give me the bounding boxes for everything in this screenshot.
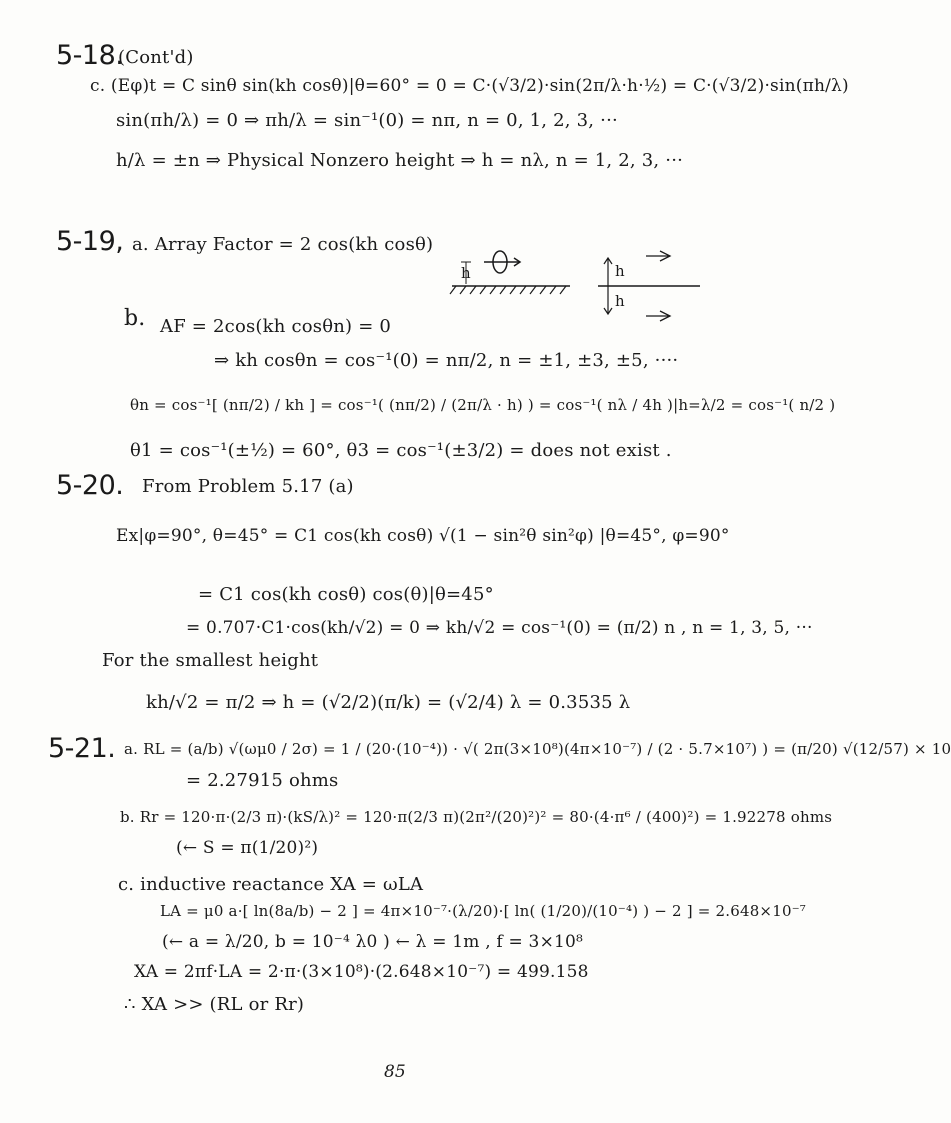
part-label: b. <box>124 306 146 331</box>
height-label: h <box>615 292 625 310</box>
problem-number-5-19: 5-19, <box>56 226 124 257</box>
equation-line: = C1 cos(kh cosθ) cos(θ)|θ=45° <box>198 584 494 605</box>
equation-line: ⇒ kh cosθn = cos⁻¹(0) = nπ/2, n = ±1, ±3, ±5, ···· <box>214 350 679 371</box>
height-label: h <box>461 264 471 282</box>
problem-number-5-18: 5-18. <box>56 40 124 71</box>
equation-line: θ1 = cos⁻¹(±½) = 60°, θ3 = cos⁻¹(±3/2) = does not exist . <box>130 440 672 461</box>
equation-line: h/λ = ±n ⇒ Physical Nonzero height ⇒ h = nλ, n = 1, 2, 3, ··· <box>116 150 684 171</box>
equation-line: LA = μ0 a·[ ln(8a/b) − 2 ] = 4π×10⁻⁷·(λ/20)·[ ln( (1/20)/(10⁻⁴) ) − 2 ] = 2.648×10⁻⁷ <box>160 902 807 920</box>
equation-line: ∴ XA >> (RL or Rr) <box>124 994 305 1015</box>
equation-line: θn = cos⁻¹[ (nπ/2) / kh ] = cos⁻¹( (nπ/2) / (2π/λ · h) ) = cos⁻¹( nλ / 4h )|h=λ/2 = cos⁻¹( n/2 ) <box>130 396 836 414</box>
ground-hatching <box>450 286 566 294</box>
equation-line: For the smallest height <box>102 650 319 671</box>
equation-line: c. (Eφ)t = C sinθ sin(kh cosθ)|θ=60° = 0 = C·(√3/2)·sin(2π/λ·h·½) = C·(√3/2)·sin(πh/λ) <box>90 76 849 96</box>
problem-number-5-21: 5-21. <box>48 733 116 764</box>
problem-title-5-18: (Cont'd) <box>118 47 194 68</box>
equation-line: sin(πh/λ) = 0 ⇒ πh/λ = sin⁻¹(0) = nπ, n = 0, 1, 2, 3, ··· <box>116 110 618 131</box>
equation-line: kh/√2 = π/2 ⇒ h = (√2/2)(π/k) = (√2/4) λ = 0.3535 λ <box>146 692 631 713</box>
equation-line: Ex|φ=90°, θ=45° = C1 cos(kh cosθ) √(1 − sin²θ sin²φ) |θ=45°, φ=90° <box>116 526 730 546</box>
equation-line: a. Array Factor = 2 cos(kh cosθ) <box>132 234 434 255</box>
problem-number-5-20: 5-20. <box>56 470 124 501</box>
equation-line: = 2.27915 ohms <box>186 770 339 791</box>
equation-line: a. RL = (a/b) √(ωμ0 / 2σ) = 1 / (20·(10⁻⁴)) · √( 2π(3×10⁸)(4π×10⁻⁷) / (2 · 5.7×10⁷) ) = (π/20) √(12/57) × 10 <box>124 740 951 758</box>
height-label: h <box>615 262 625 280</box>
equation-line: (← S = π(1/20)²) <box>176 838 319 858</box>
equation-line: XA = 2πf·LA = 2·π·(3×10⁸)·(2.648×10⁻⁷) = 499.158 <box>134 962 589 982</box>
equation-line: AF = 2cos(kh cosθn) = 0 <box>160 316 392 337</box>
equation-line: b. Rr = 120·π·(2/3 π)·(kS/λ)² = 120·π(2/3 π)(2π²/(20)²)² = 80·(4·π⁶ / (400)²) = 1.92278 ohms <box>120 808 833 826</box>
equation-line: c. inductive reactance XA = ωLA <box>118 874 424 895</box>
equation-line: = 0.707·C1·cos(kh/√2) = 0 ⇒ kh/√2 = cos⁻¹(0) = (π/2) n , n = 1, 3, 5, ··· <box>186 618 813 638</box>
page-number: 85 <box>384 1062 406 1082</box>
array-figure <box>448 240 708 330</box>
equation-line: (← a = λ/20, b = 10⁻⁴ λ0 ) ← λ = 1m , f = 3×10⁸ <box>162 932 584 952</box>
equation-line: From Problem 5.17 (a) <box>142 476 354 497</box>
